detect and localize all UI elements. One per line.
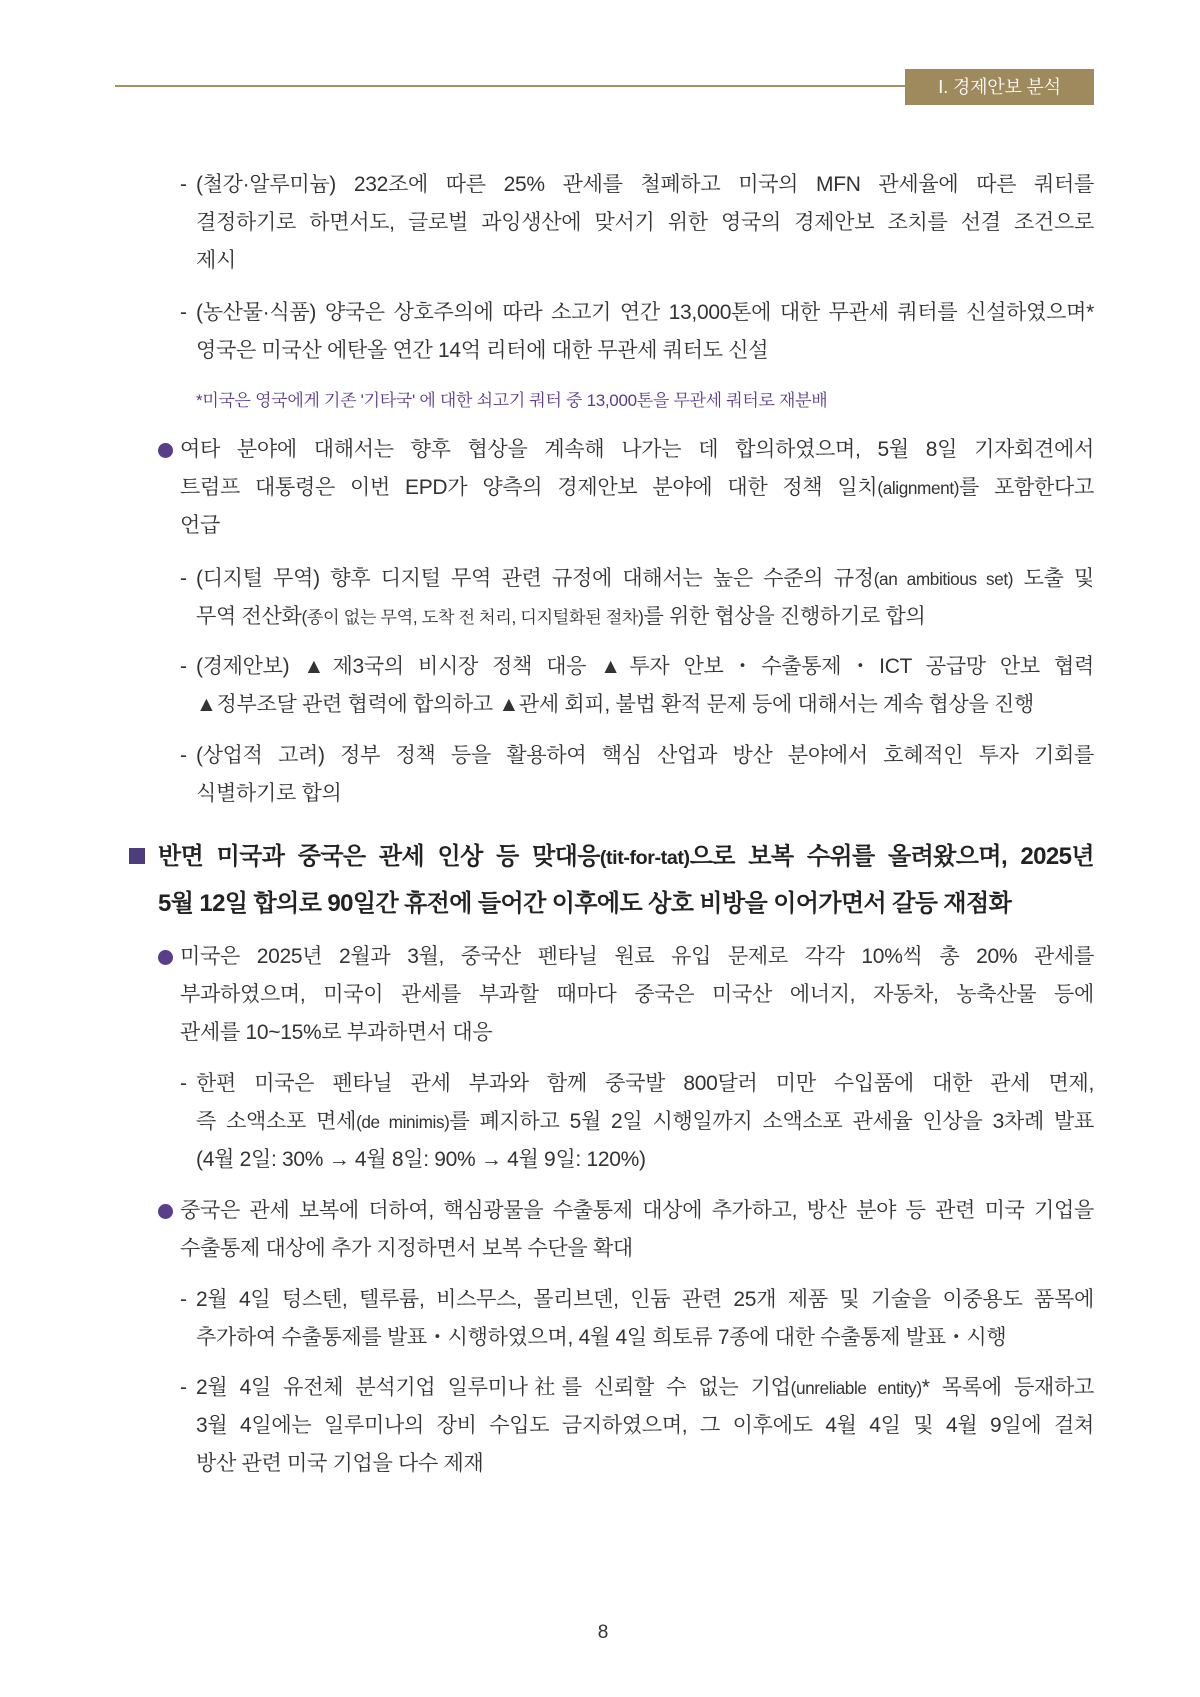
text-line: ▲정부조달 관련 협력에 합의하고 ▲관세 회피, 불법 환적 문제 등에 대해서는 계속 협상을 진행 <box>196 693 1034 716</box>
text-line <box>196 598 1094 636</box>
text-segment: 를 위한 협상을 진행하기로 합의 <box>643 605 926 628</box>
text-line <box>196 560 1094 598</box>
circle-bullet-icon <box>158 1204 173 1219</box>
us-china-section-heading <box>158 834 1094 926</box>
dash-marker: - <box>180 655 187 678</box>
text-line: 결정하기로 하면서도, 글로벌 과잉생산에 맞서기 위한 영국의 경제안보 조치를 선결 조건으로 <box>196 211 1094 234</box>
circle-bullet-icon <box>158 443 173 458</box>
de-minimis-item <box>180 1065 1094 1179</box>
section-label: Ⅰ. 경제안보 분석 <box>938 77 1061 97</box>
text-line: 미국은 2025년 2월과 3월, 중국산 펜타닐 원료 유입 문제로 각각 10%씩 총 20% 관세를 <box>180 945 1094 968</box>
text-segment: 즉 소액소포 면세 <box>196 1110 357 1133</box>
text-segment: 반면 미국과 중국은 관세 인상 등 맞대응 <box>158 843 600 870</box>
commercial-consideration-item <box>180 737 1094 813</box>
beef-quota-footnote <box>196 386 1094 416</box>
text-line: 한편 미국은 펜타닐 관세 부과와 함께 중국발 800달러 미만 수입품에 대한 관세 면제, <box>196 1072 1094 1095</box>
text-segment-small: (alignment) <box>877 478 960 498</box>
page-number: 8 <box>597 1622 609 1643</box>
text-segment: 를 폐지하고 5월 2일 시행일까지 소액소포 관세율 인상을 3차례 발표 <box>449 1110 1094 1133</box>
text-line <box>196 1103 1094 1141</box>
text-line: (상업적 고려) 정부 정책 등을 활용하여 핵심 산업과 방산 분야에서 호혜적인 투자 기회를 <box>196 744 1094 767</box>
dash-marker: - <box>180 1072 187 1095</box>
text-segment-small: (tit-for-tat) <box>599 847 690 869</box>
text-segment: 도출 및 <box>1013 567 1095 590</box>
text-segment: 무역 전산화 <box>196 605 302 628</box>
text-line: 추가하여 수출통제를 발표・시행하였으며, 4월 4일 희토류 7종에 대한 수출통제 발표・시행 <box>196 1326 1007 1349</box>
text-line: 중국은 관세 보복에 더하여, 핵심광물을 수출통제 대상에 추가하고, 방산 분야 등 관련 미국 기업을 <box>180 1199 1094 1222</box>
text-segment-small: (unreliable entity) <box>790 1378 922 1398</box>
text-line: 부과하였으며, 미국이 관세를 부과할 때마다 중국은 미국산 에너지, 자동차, 농축산물 등에 <box>180 983 1094 1006</box>
text-line: 제시 <box>196 249 236 272</box>
china-retaliation-bullet <box>180 1192 1094 1268</box>
text-segment-small: (종이 없는 무역, 도착 전 처리, 디지털화된 절차) <box>301 607 644 627</box>
critical-minerals-item <box>180 1281 1094 1357</box>
dash-marker: - <box>180 1288 187 1311</box>
digital-trade-item <box>180 560 1095 636</box>
text-line: (농산물·식품) 양국은 상호주의에 따라 소고기 연간 13,000톤에 대한 무관세 쿼터를 신설하였으며* <box>196 301 1094 324</box>
agri-food-item <box>180 294 1094 370</box>
text-line: 식별하기로 합의 <box>196 782 342 805</box>
text-line: 영국은 미국산 에탄올 연간 14억 리터에 대한 무관세 쿼터도 신설 <box>196 339 769 362</box>
text-line <box>180 469 1094 507</box>
header-rule <box>115 85 905 87</box>
section-label-badge <box>905 69 1094 105</box>
heading-line: 5월 12일 합의로 90일간 휴전에 들어간 이후에도 상호 비방을 이어가면서 갈등 재점화 <box>158 890 1012 917</box>
text-segment: 트럼프 대통령은 이번 EPD가 양측의 경제안보 분야에 대한 정책 일치 <box>180 476 878 499</box>
dash-marker: - <box>180 567 187 590</box>
text-segment: 2월 4일 유전체 분석기업 일루미나社를 신뢰할 수 없는 기업 <box>196 1376 791 1399</box>
dash-marker: - <box>180 301 187 324</box>
text-line: 수출통제 대상에 추가 지정하면서 보복 수단을 확대 <box>180 1237 633 1260</box>
dash-marker: - <box>180 173 187 196</box>
text-segment: 를 포함한다고 <box>959 476 1094 499</box>
heading-line <box>158 834 1094 881</box>
dash-marker: - <box>180 1376 187 1399</box>
text-line: (4월 2일: 30% → 4월 8일: 90% → 4월 9일: 120%) <box>196 1148 646 1171</box>
text-line: (철강·알루미늄) 232조에 따른 25% 관세를 철폐하고 미국의 MFN 관세율에 따른 쿼터를 <box>196 173 1094 196</box>
text-line <box>196 1369 1094 1407</box>
text-line: 관세를 10~15%로 부과하면서 대응 <box>180 1021 493 1044</box>
text-line: (경제안보) ▲제3국의 비시장 정책 대응 ▲투자 안보・수출통제・ICT 공급망 안보 협력 <box>196 655 1094 678</box>
text-segment-small: (an ambitious set) <box>873 569 1014 589</box>
steel-aluminum-item <box>180 166 1094 280</box>
text-line: 방산 관련 미국 기업을 다수 제재 <box>196 1452 484 1475</box>
text-line: 2월 4일 텅스텐, 텔루륨, 비스무스, 몰리브덴, 인듐 관련 25개 제품 및 기술을 이중용도 품목에 <box>196 1288 1094 1311</box>
dash-marker: - <box>180 744 187 767</box>
illumina-item <box>180 1369 1094 1483</box>
square-bullet-icon <box>129 848 145 864</box>
text-segment: (디지털 무역) 향후 디지털 무역 관련 규정에 대해서는 높은 수준의 규정 <box>196 567 874 590</box>
circle-bullet-icon <box>158 950 173 965</box>
text-line: 여타 분야에 대해서는 향후 협상을 계속해 나가는 데 합의하였으며, 5월 8일 기자회견에서 <box>180 438 1094 461</box>
text-line: 언급 <box>180 514 220 537</box>
page-body <box>0 166 1200 1483</box>
text-segment: 으로 보복 수위를 올려왔으며, 2025년 <box>689 843 1094 870</box>
economic-security-item <box>180 648 1094 724</box>
other-fields-bullet <box>180 431 1094 545</box>
text-line: 3월 4일에는 일루미나의 장비 수입도 금지하였으며, 그 이후에도 4월 4일 및 4월 9일에 걸쳐 <box>196 1414 1094 1437</box>
us-tariff-bullet <box>180 938 1094 1052</box>
text-segment: * 목록에 등재하고 <box>921 1376 1094 1399</box>
footnote-line: *미국은 영국에게 기존 '기타국' 에 대한 쇠고기 쿼터 중 13,000톤을 무관세 쿼터로 재분배 <box>196 391 828 410</box>
text-segment-small: (de minimis) <box>356 1112 450 1132</box>
